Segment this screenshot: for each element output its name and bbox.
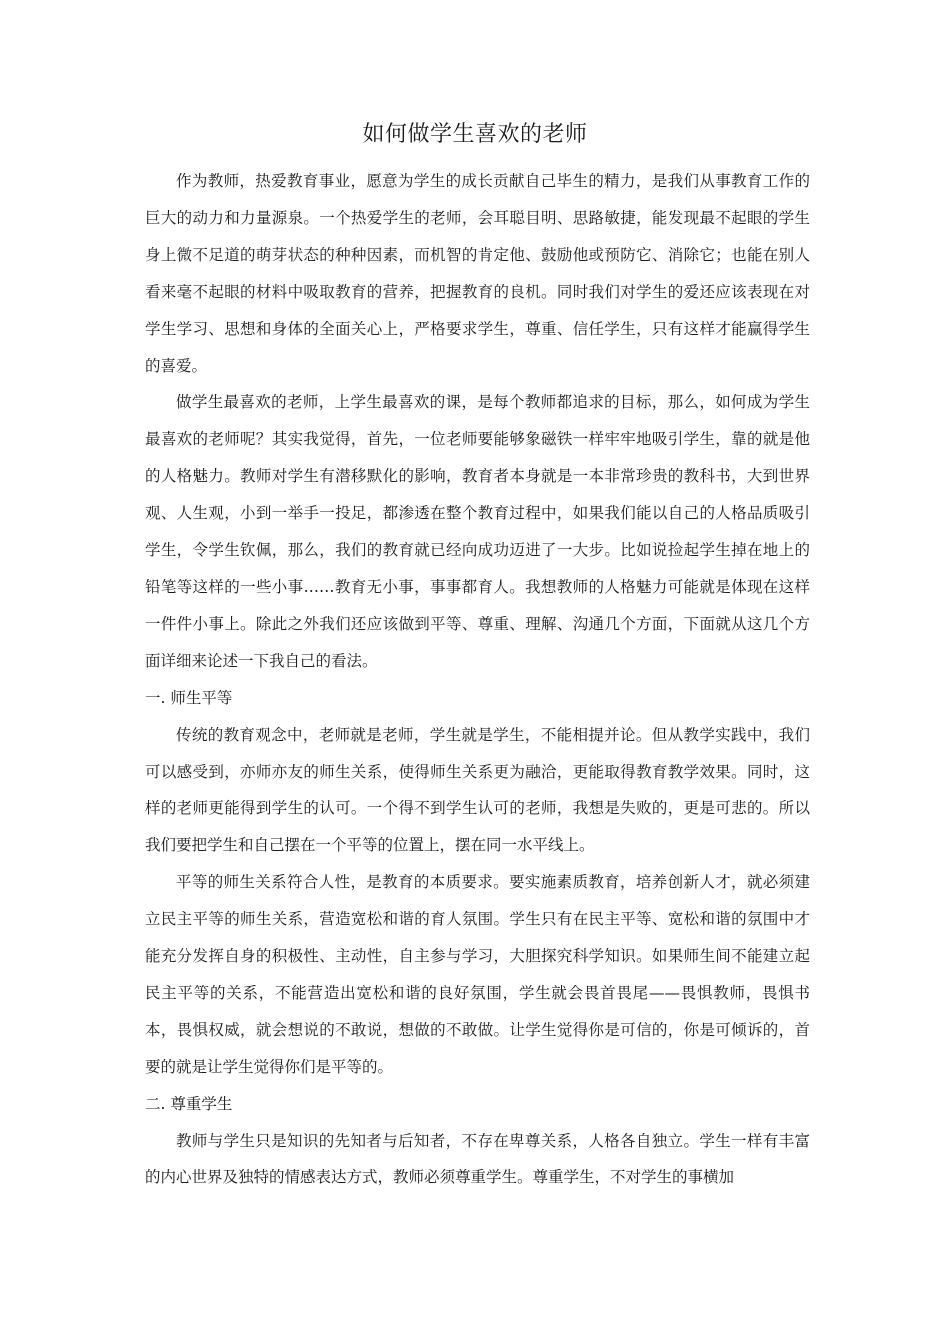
paragraph: 传统的教育观念中，老师就是老师，学生就是学生，不能相提并论。但从教学实践中，我们可以感受到，亦师亦友的师生关系，使得师生关系更为融洽，更能取得教育教学效果。同时，这样的老师更能得到学生的认可。一个得不到学生认可的老师，我想是失败的，更是可悲的。所以我们要把学生和自己摆在一个平等的位置上，摆在同一水平线上。 [145,725,810,855]
paragraph: 做学生最喜欢的老师，上学生最喜欢的课，是每个教师都追求的目标，那么，如何成为学生最喜欢的老师呢？其实我觉得，首先，一位老师要能够象磁铁一样牢牢地吸引学生，靠的就是他的人格魅力。教师对学生有潜移默化的影响，教育者本身就是一本非常珍贵的教科书，大到世界观、人生观，小到一举手一投足，都渗透在整个教育过程中，如果我们能以自己的人格品质吸引学生，令学生钦佩，那么，我们的教育就已经向成功迈进了一大步。比如说捡起学生掉在地上的铅笔等这样的一些小事……教育无小事，事事都育人。我想教师的人格魅力可能就是体现在这样一件件小事上。除此之外我们还应该做到平等、尊重、理解、沟通几个方面，下面就从这几个方面详细来论述一下我自己的看法。 [145,393,810,670]
paragraph: 教师与学生只是知识的先知者与后知者，不存在卑尊关系，人格各自独立。学生一样有丰富的内心世界及独特的情感表达方式，教师必须尊重学生。尊重学生，不对学生的事横加 [145,1131,810,1187]
section-heading-respect: 二. 尊重学生 [145,1094,233,1113]
document-body [145,163,810,1196]
section-heading-equality: 一. 师生平等 [145,688,233,707]
document-title: 如何做学生喜欢的老师 [362,122,588,147]
paragraph: 作为教师，热爱教育事业，愿意为学生的成长贡献自己毕生的精力，是我们从事教育工作的巨大的动力和力量源泉。一个热爱学生的老师，会耳聪目明、思路敏捷，能发现最不起眼的学生身上微不足道的萌芽状态的种种因素，而机智的肯定他、鼓励他或预防它、消除它；也能在别人看来毫不起眼的材料中吸取教育的营养，把握教育的良机。同时我们对学生的爱还应该表现在对学生学习、思想和身体的全面关心上，严格要求学生，尊重、信任学生，只有这样才能赢得学生的喜爱。 [145,172,810,375]
paragraph: 平等的师生关系符合人性，是教育的本质要求。要实施素质教育，培养创新人才，就必须建立民主平等的师生关系，营造宽松和谐的育人氛围。学生只有在民主平等、宽松和谐的氛围中才能充分发挥自身的积极性、主动性，自主参与学习，大胆探究科学知识。如果师生间不能建立起民主平等的关系，不能营造出宽松和谐的良好氛围，学生就会畏首畏尾——畏惧教师，畏惧书本，畏惧权威，就会想说的不敢说，想做的不敢做。让学生觉得你是可信的，你是可倾诉的，首要的就是让学生觉得你们是平等的。 [145,873,810,1076]
